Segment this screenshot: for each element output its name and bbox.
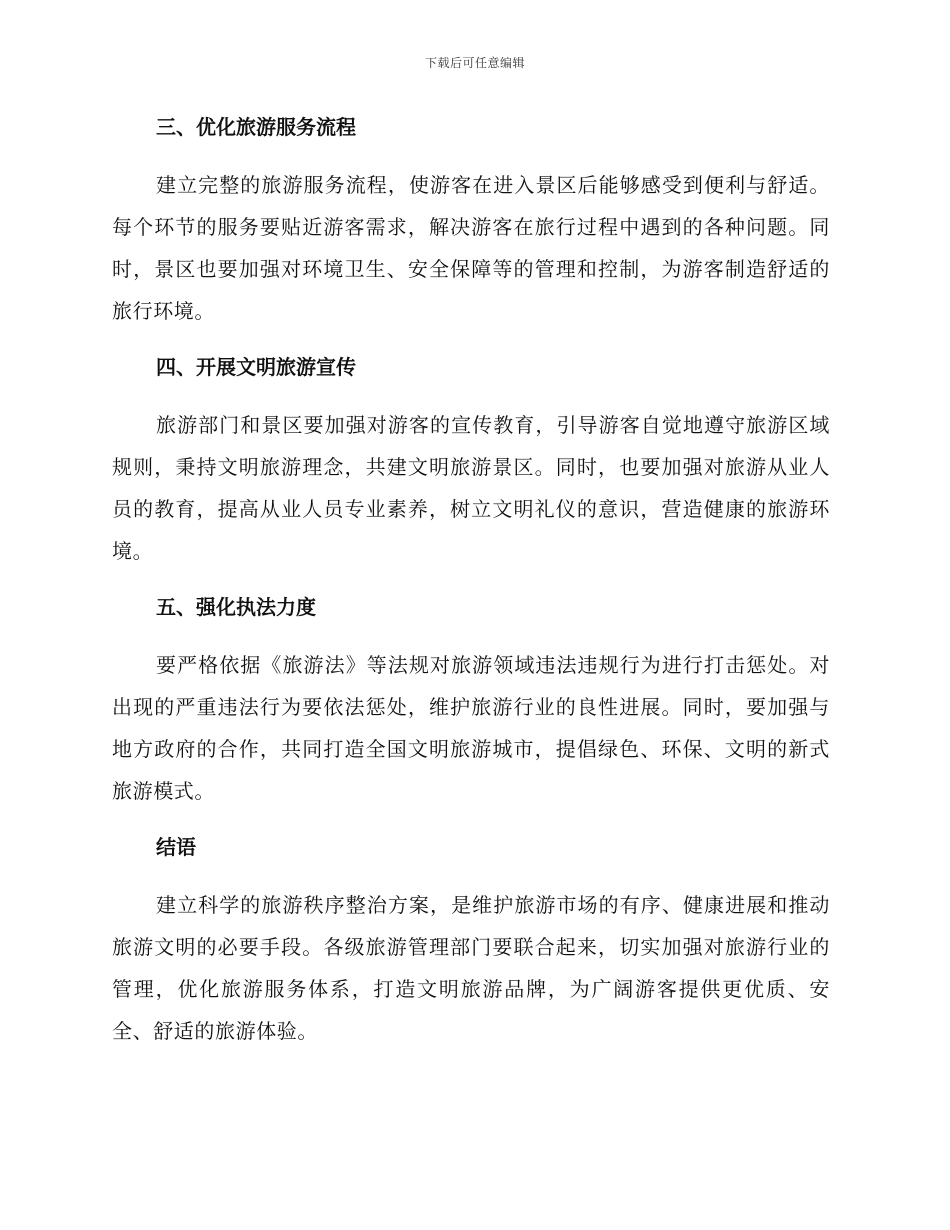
document-body <box>112 110 830 1052</box>
section-paragraph: 要严格依据《旅游法》等法规对旅游领域违法违规行为进行打击惩处。对出现的严重违法行为要依法惩处，维护旅游行业的良性进展。同时，要加强与地方政府的合作，共同打造全国文明旅游城市，提倡绿色、环保、文明的新式旅游模式。 <box>112 653 830 803</box>
section-paragraph: 建立完整的旅游服务流程，使游客在进入景区后能够感受到便利与舒适。每个环节的服务要贴近游客需求，解决游客在旅行过程中遇到的各种问题。同时，景区也要加强对环境卫生、安全保障等的管理和控制，为游客制造舒适的旅行环境。 <box>112 173 830 323</box>
section-paragraph: 建立科学的旅游秩序整治方案，是维护旅游市场的有序、健康进展和推动旅游文明的必要手段。各级旅游管理部门要联合起来，切实加强对旅游行业的管理，优化旅游服务体系，打造文明旅游品牌，为广阔游客提供更优质、安全、舒适的旅游体验。 <box>112 893 830 1043</box>
section-civilized-promotion <box>112 350 830 572</box>
section-conclusion <box>112 830 830 1052</box>
section-law-enforcement <box>112 590 830 812</box>
section-heading: 四、开展文明旅游宣传 <box>156 355 356 379</box>
page-header: 下载后可任意编辑 <box>424 56 525 70</box>
section-heading: 结语 <box>156 835 196 859</box>
section-paragraph: 旅游部门和景区要加强对游客的宣传教育，引导游客自觉地遵守旅游区域规则，秉持文明旅游理念，共建文明旅游景区。同时，也要加强对旅游从业人员的教育，提高从业人员专业素养，树立文明礼仪的意识，营造健康的旅游环境。 <box>112 413 830 563</box>
section-heading: 五、强化执法力度 <box>156 595 316 619</box>
section-heading: 三、优化旅游服务流程 <box>156 115 356 139</box>
section-optimize-service <box>112 110 830 332</box>
